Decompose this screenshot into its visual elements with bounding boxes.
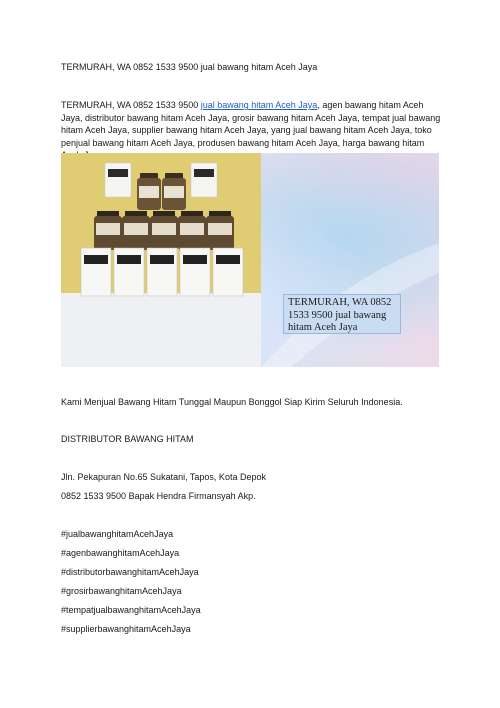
image-caption: TERMURAH, WA 0852 1533 9500 jual bawang hitam Aceh Jaya (283, 294, 401, 334)
section-heading: DISTRIBUTOR BAWANG HITAM (61, 434, 194, 444)
product-photo-graphic (61, 153, 439, 367)
contact-line: 0852 1533 9500 Bapak Hendra Firmansyah Akp. (61, 491, 256, 501)
box-top-left-label (108, 169, 128, 177)
product-photo (61, 153, 439, 367)
hashtag-2: #agenbawanghitamAcehJaya (61, 548, 180, 558)
jar-top-right (162, 173, 186, 210)
box-top-left (105, 163, 131, 197)
box-row-bottom (81, 248, 243, 296)
table-surface (61, 293, 261, 367)
hashtag-1: #jualbawanghitamAcehJaya (61, 529, 174, 539)
jar-top-left (137, 173, 161, 210)
box-top-right-label (194, 169, 214, 177)
jar-row-middle (94, 211, 234, 250)
address-line: Jln. Pekapuran No.65 Sukatani, Tapos, Kota Depok (61, 472, 266, 482)
paragraph-link[interactable]: jual bawang hitam Aceh Jaya (200, 100, 318, 110)
hashtag-6: #supplierbawanghitamAcehJaya (61, 624, 191, 634)
hashtag-3: #distributorbawanghitamAcehJaya (61, 567, 199, 577)
hashtag-5: #tempatjualbawanghitamAcehJaya (61, 605, 201, 615)
paragraph-prefix: TERMURAH, WA 0852 1533 9500 (61, 100, 201, 110)
document-title: TERMURAH, WA 0852 1533 9500 jual bawang hitam Aceh Jaya (61, 62, 318, 72)
hashtag-4: #grosirbawanghitamAcehJaya (61, 586, 182, 596)
tagline: Kami Menjual Bawang Hitam Tunggal Maupun Bonggol Siap Kirim Seluruh Indonesia. (61, 397, 403, 407)
paragraph-rest: , agen bawang hitam Aceh Jaya, distributor bawang hitam Aceh Jaya, grosir bawang hitam Aceh Jaya, tempat jual bawang hitam Aceh Jaya, supplier bawang hitam Aceh Jaya, yang jual bawang hitam Aceh Jaya, toko penjual bawang hitam Aceh Jaya, produsen bawang hitam Aceh Jaya, harga bawang hitam (61, 100, 441, 148)
box-top-right (191, 163, 217, 197)
